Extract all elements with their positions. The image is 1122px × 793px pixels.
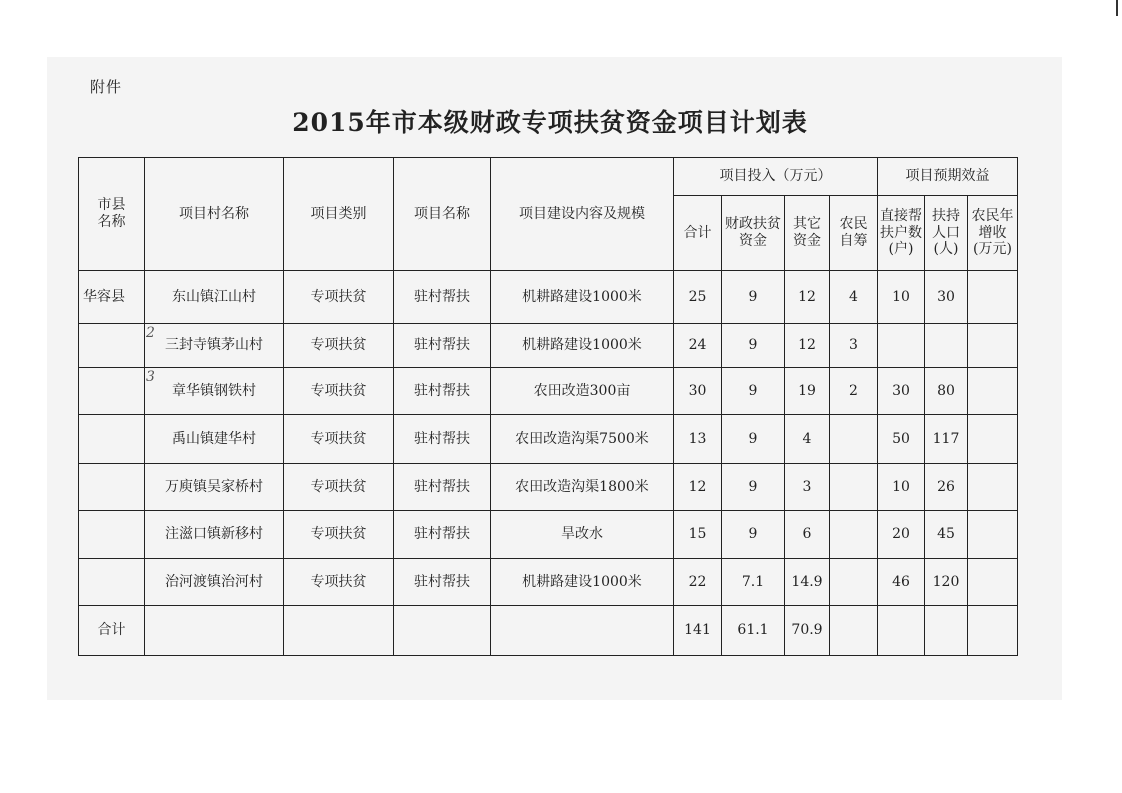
header-fiscal: 财政扶贫 资金	[722, 196, 785, 271]
households-cell: 46	[878, 559, 925, 606]
households-cell: 10	[878, 271, 925, 324]
header-county: 市县 名称	[79, 158, 145, 271]
header-income: 农民年 增收 (万元)	[968, 196, 1018, 271]
summary-cell: 141	[674, 606, 722, 656]
header-households: 直接帮 扶户数 (户)	[878, 196, 925, 271]
village-cell: 注滋口镇新移村	[145, 511, 284, 559]
farmer-cell: 4	[830, 271, 878, 324]
other-cell: 19	[785, 368, 830, 415]
header-benefit-group: 项目预期效益	[878, 158, 1018, 196]
fiscal-cell: 9	[722, 464, 785, 511]
total-cell: 15	[674, 511, 722, 559]
income-cell	[968, 464, 1018, 511]
households-cell: 10	[878, 464, 925, 511]
content-cell: 农田改造沟渠1800米	[491, 464, 674, 511]
corner-mark	[1116, 0, 1118, 16]
other-cell: 14.9	[785, 559, 830, 606]
project-cell: 驻村帮扶	[394, 271, 491, 324]
total-cell: 13	[674, 415, 722, 464]
attachment-label: 附件	[90, 78, 123, 96]
other-cell: 12	[785, 324, 830, 368]
project-cell: 驻村帮扶	[394, 511, 491, 559]
county-cell	[79, 415, 145, 464]
category-cell: 专项扶贫	[284, 415, 394, 464]
summary-label: 合计	[79, 606, 145, 656]
households-cell: 50	[878, 415, 925, 464]
population-cell: 45	[925, 511, 968, 559]
fiscal-cell: 9	[722, 415, 785, 464]
table-row	[79, 464, 1018, 511]
content-cell: 农田改造沟渠7500米	[491, 415, 674, 464]
summary-cell	[830, 606, 878, 656]
households-cell	[878, 324, 925, 368]
table-row	[79, 324, 1018, 368]
project-cell: 驻村帮扶	[394, 324, 491, 368]
county-cell: 华容县	[79, 271, 145, 324]
farmer-cell	[830, 464, 878, 511]
project-cell: 驻村帮扶	[394, 464, 491, 511]
population-cell	[925, 324, 968, 368]
population-cell: 120	[925, 559, 968, 606]
summary-cell	[394, 606, 491, 656]
households-cell: 30	[878, 368, 925, 415]
category-cell: 专项扶贫	[284, 464, 394, 511]
header-village: 项目村名称	[145, 158, 284, 271]
population-cell: 26	[925, 464, 968, 511]
farmer-cell	[830, 559, 878, 606]
population-cell: 80	[925, 368, 968, 415]
header-population: 扶持 人口 (人)	[925, 196, 968, 271]
total-cell: 22	[674, 559, 722, 606]
category-cell: 专项扶贫	[284, 271, 394, 324]
other-cell: 12	[785, 271, 830, 324]
other-cell: 4	[785, 415, 830, 464]
county-cell	[79, 368, 145, 415]
summary-cell	[878, 606, 925, 656]
table-row	[79, 368, 1018, 415]
summary-row	[79, 606, 1018, 656]
other-cell: 6	[785, 511, 830, 559]
households-cell: 20	[878, 511, 925, 559]
project-cell: 驻村帮扶	[394, 415, 491, 464]
table-row	[79, 271, 1018, 324]
table-row	[79, 559, 1018, 606]
category-cell: 专项扶贫	[284, 559, 394, 606]
summary-cell: 70.9	[785, 606, 830, 656]
content-cell: 旱改水	[491, 511, 674, 559]
income-cell	[968, 415, 1018, 464]
header-other: 其它 资金	[785, 196, 830, 271]
other-cell: 3	[785, 464, 830, 511]
project-plan-table	[78, 157, 1018, 656]
village-cell: 禹山镇建华村	[145, 415, 284, 464]
village-cell: 治河渡镇治河村	[145, 559, 284, 606]
header-farmer: 农民 自筹	[830, 196, 878, 271]
header-investment-group: 项目投入（万元）	[674, 158, 878, 196]
summary-cell	[284, 606, 394, 656]
content-cell: 农田改造300亩	[491, 368, 674, 415]
summary-cell	[145, 606, 284, 656]
total-cell: 12	[674, 464, 722, 511]
farmer-cell	[830, 415, 878, 464]
handwritten-mark: 3	[146, 369, 155, 385]
fiscal-cell: 9	[722, 324, 785, 368]
farmer-cell: 3	[830, 324, 878, 368]
county-cell	[79, 559, 145, 606]
summary-cell	[491, 606, 674, 656]
category-cell: 专项扶贫	[284, 324, 394, 368]
total-cell: 25	[674, 271, 722, 324]
fiscal-cell: 9	[722, 271, 785, 324]
village-cell: 万庾镇吴家桥村	[145, 464, 284, 511]
total-cell: 24	[674, 324, 722, 368]
header-category: 项目类别	[284, 158, 394, 271]
content-cell: 机耕路建设1000米	[491, 271, 674, 324]
village-cell: 东山镇江山村	[145, 271, 284, 324]
table-row	[79, 511, 1018, 559]
summary-cell: 61.1	[722, 606, 785, 656]
income-cell	[968, 559, 1018, 606]
farmer-cell	[830, 511, 878, 559]
page-title: 2015年市本级财政专项扶贫资金项目计划表	[292, 108, 808, 137]
population-cell: 30	[925, 271, 968, 324]
village-cell: 章华镇钢铁村	[145, 368, 284, 415]
county-cell	[79, 324, 145, 368]
fiscal-cell: 9	[722, 368, 785, 415]
income-cell	[968, 511, 1018, 559]
project-cell: 驻村帮扶	[394, 368, 491, 415]
project-cell: 驻村帮扶	[394, 559, 491, 606]
income-cell	[968, 271, 1018, 324]
county-cell	[79, 464, 145, 511]
fiscal-cell: 9	[722, 511, 785, 559]
farmer-cell: 2	[830, 368, 878, 415]
content-cell: 机耕路建设1000米	[491, 324, 674, 368]
handwritten-mark: 2	[146, 325, 155, 341]
income-cell	[968, 368, 1018, 415]
header-project-name: 项目名称	[394, 158, 491, 271]
category-cell: 专项扶贫	[284, 511, 394, 559]
header-total: 合计	[674, 196, 722, 271]
income-cell	[968, 324, 1018, 368]
summary-cell	[968, 606, 1018, 656]
category-cell: 专项扶贫	[284, 368, 394, 415]
table-row	[79, 415, 1018, 464]
total-cell: 30	[674, 368, 722, 415]
fiscal-cell: 7.1	[722, 559, 785, 606]
header-content: 项目建设内容及规模	[491, 158, 674, 271]
population-cell: 117	[925, 415, 968, 464]
village-cell: 三封寺镇茅山村	[145, 324, 284, 368]
county-cell	[79, 511, 145, 559]
summary-cell	[925, 606, 968, 656]
content-cell: 机耕路建设1000米	[491, 559, 674, 606]
